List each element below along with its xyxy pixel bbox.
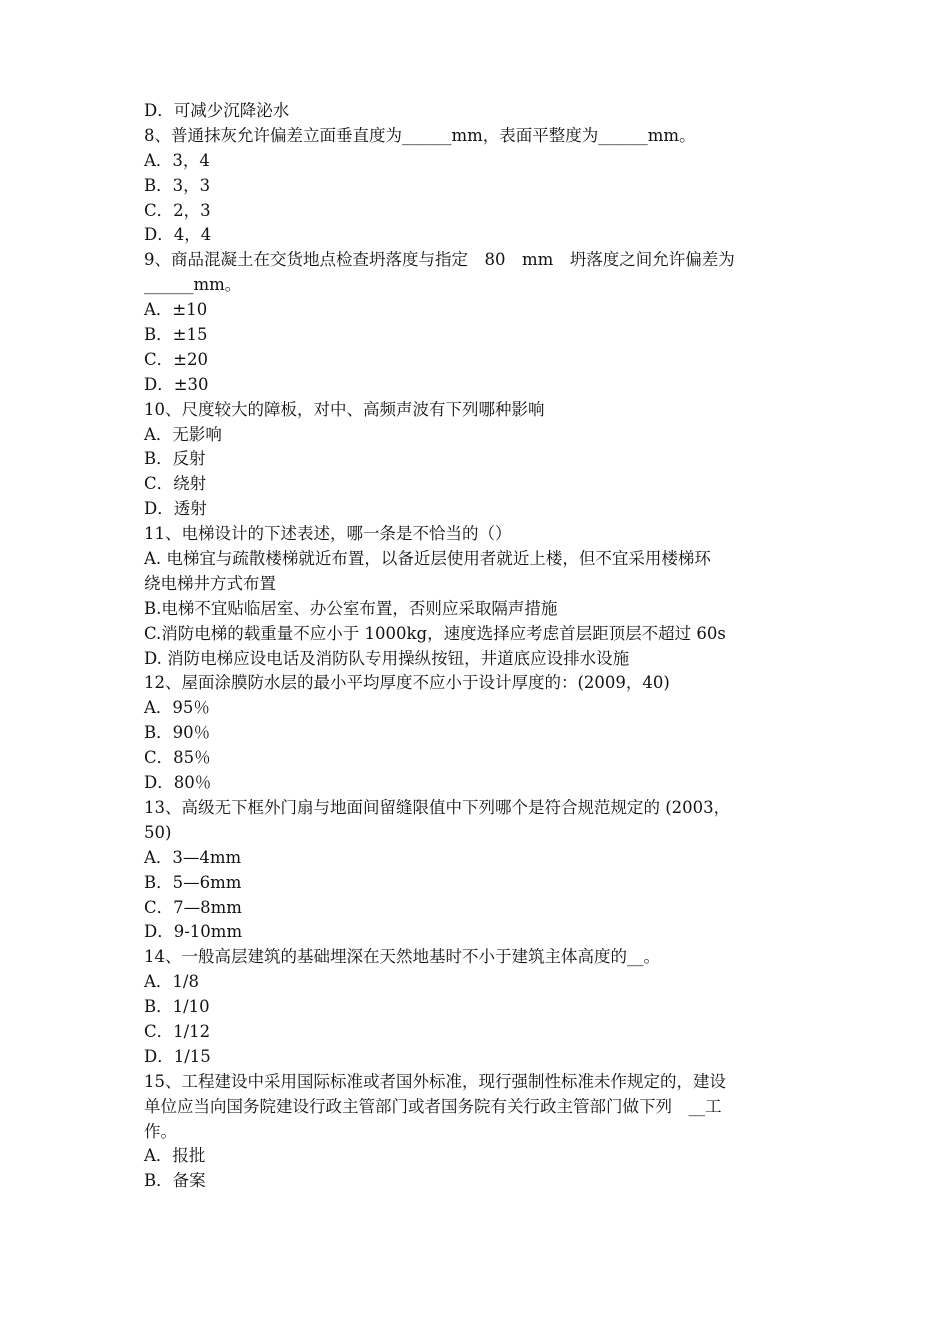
option-a: A．3，4 — [144, 150, 210, 170]
option-b: B．5—6mm — [144, 872, 242, 892]
option-b: B．90％ — [144, 723, 211, 743]
question-8: 8、普通抹灰允许偏差立面垂直度为______mm，表面平整度为______mm。 — [144, 125, 696, 145]
option-a: A．95％ — [144, 698, 210, 718]
option-d: D．可减少沉降泌水 — [144, 101, 290, 120]
option-a: A．±10 — [144, 300, 208, 320]
option-d: D．80％ — [144, 773, 212, 793]
option-b: B.电梯不宜贴临居室、办公室布置，否则应采取隔声措施 — [144, 598, 558, 618]
question-11: 11、电梯设计的下述表述，哪一条是不恰当的（） — [144, 524, 512, 544]
option-c: C．绕射 — [144, 474, 207, 494]
option-d: D．1/15 — [144, 1046, 211, 1066]
option-c: C.消防电梯的载重量不应小于 1000kg，速度选择应考虑首层距顶层不超过 60s — [144, 623, 726, 643]
option-a: A. 电梯宜与疏散楼梯就近布置，以备近层使用者就近上楼，但不宜采用楼梯环 — [144, 549, 711, 569]
question-10: 10、尺度较大的障板，对中、高频声波有下列哪种影响 — [144, 399, 545, 419]
question-13: 13、高级无下框外门扇与地面间留缝限值中下列哪个是符合规范规定的 (2003， — [144, 797, 731, 817]
question-15: 15、工程建设中采用国际标准或者国外标准，现行强制性标准未作规定的，建设 — [144, 1071, 726, 1091]
option-d: D．透射 — [144, 499, 207, 519]
option-b: B．备案 — [144, 1171, 206, 1191]
option-a: A．报批 — [144, 1146, 206, 1166]
option-a: A．1/8 — [144, 972, 199, 992]
option-c: C．±20 — [144, 349, 208, 369]
option-b: B．±15 — [144, 325, 208, 345]
option-d: D．9-10mm — [144, 922, 243, 942]
option-a-continued: 绕电梯井方式布置 — [144, 573, 276, 593]
option-a: A．无影响 — [144, 424, 222, 444]
option-c: C．7—8mm — [144, 897, 242, 917]
option-d: D. 消防电梯应设电话及消防队专用操纵按钮，井道底应设排水设施 — [144, 648, 630, 668]
option-c: C．2，3 — [144, 200, 211, 220]
option-d: D．±30 — [144, 374, 209, 394]
option-b: B．1/10 — [144, 997, 210, 1017]
question-9-continued: ______mm。 — [144, 275, 242, 295]
question-14: 14、一般高层建筑的基础埋深在天然地基时不小于建筑主体高度的__。 — [144, 947, 660, 967]
question-15-continued: 单位应当向国务院建设行政主管部门或者国务院有关行政主管部门做下列 __工 — [144, 1096, 722, 1116]
option-d: D．4，4 — [144, 225, 212, 245]
document-body — [144, 99, 812, 1194]
question-13-continued: 50) — [144, 822, 172, 842]
question-9: 9、商品混凝土在交货地点检查坍落度与指定 80 mm 坍落度之间允许偏差为 — [144, 250, 735, 270]
question-15-continued: 作。 — [144, 1121, 177, 1141]
option-c: C．85％ — [144, 748, 211, 768]
option-b: B．3，3 — [144, 175, 211, 195]
option-a: A．3—4mm — [144, 847, 242, 867]
question-12: 12、屋面涂膜防水层的最小平均厚度不应小于设计厚度的：(2009，40) — [144, 673, 670, 693]
option-c: C．1/12 — [144, 1021, 211, 1041]
option-b: B．反射 — [144, 449, 206, 469]
